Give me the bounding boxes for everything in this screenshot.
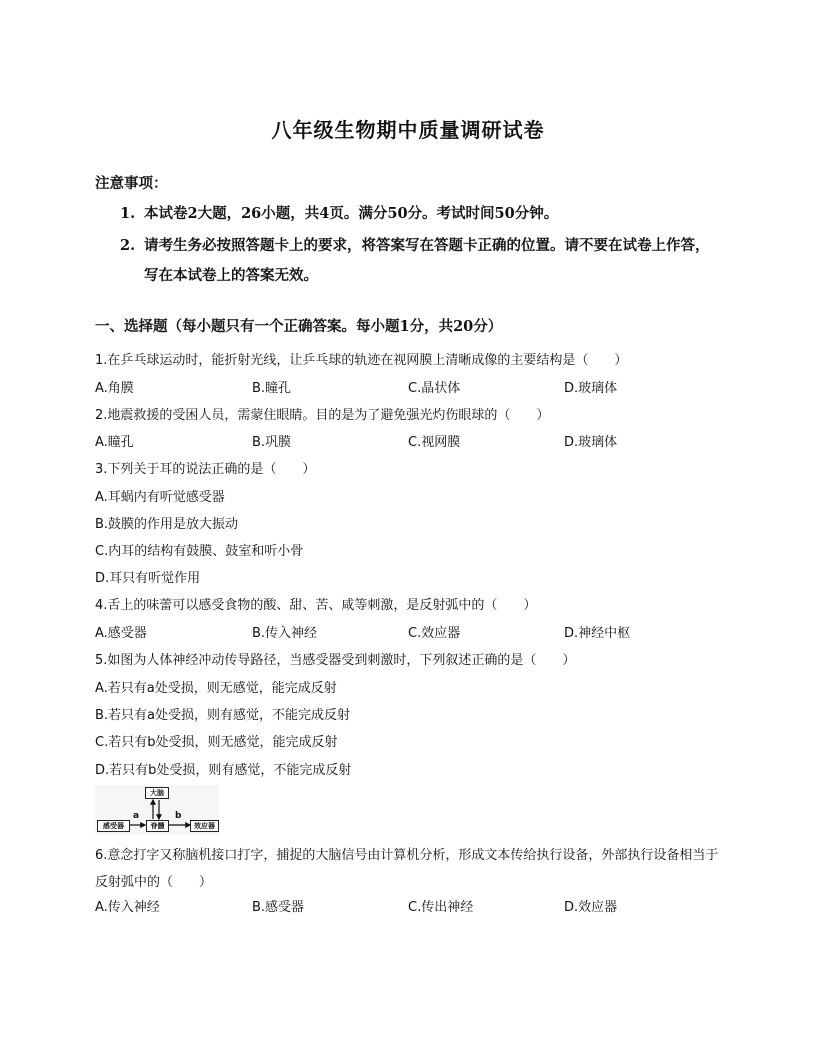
option-a: A.传入神经 [95,900,160,915]
option-c: C.若只有b处受损，则无感觉，能完成反射 [95,735,338,750]
option-c: C.晶状体 [408,381,461,396]
option-a: A.若只有a处受损，则无感觉，能完成反射 [95,681,337,696]
option-c: C.传出神经 [408,900,474,915]
question-stem: 6.意念打字又称脑机接口打字，捕捉的大脑信号由计算机分析，形成文本传给执行设备，外部执行设备相当于反射弧中的（ ） [95,848,719,890]
notice-item [120,199,720,229]
option-b: B.传入神经 [252,626,318,641]
option-a: A.耳蜗内有听觉感受器 [95,490,225,505]
question-stem: 2.地震救援的受困人员，需蒙住眼睛。目的是为了避免强光灼伤眼球的（ ） [95,408,550,423]
notice-item-number: 1. [120,205,136,222]
option-c: C.内耳的结构有鼓膜、鼓室和听小骨 [95,544,304,559]
question-stem: 4.舌上的味蕾可以感受食物的酸、甜、苦、咸等刺激，是反射弧中的（ ） [95,598,537,613]
brain-box: 大脑 [145,787,169,799]
label-b: b [175,811,182,821]
notice-item-text: 请考生务必按照答题卡上的要求，将答案写在答题卡正确的位置。请不要在试卷上作答，写在本试卷上的答案无效。 [144,237,710,284]
notice-item-text: 本试卷2大题，26小题，共4页。满分50分。考试时间50分钟。 [144,205,559,222]
option-d: D.神经中枢 [564,626,631,641]
option-b: B.鼓膜的作用是放大振动 [95,517,239,532]
question-stem: 5.如图为人体神经冲动传导路径，当感受器受到刺激时，下列叙述正确的是（ ） [95,653,576,668]
page-title: 八年级生物期中质量调研试卷 [271,118,545,142]
option-c: C.视网膜 [408,435,461,450]
option-d: D.效应器 [564,900,618,915]
label-a: a [133,811,140,821]
option-d: D.玻璃体 [564,435,618,450]
spinal-cord-box: 脊髓 [146,820,169,832]
option-b: B.若只有a处受损，则有感觉，不能完成反射 [95,708,351,723]
neural-pathway-diagram [95,785,219,835]
option-a: A.感受器 [95,626,147,641]
section-heading: 一、选择题（每小题只有一个正确答案。每小题1分，共20分） [95,318,503,335]
effector-box: 效应器 [190,820,219,832]
notice-heading: 注意事项： [95,175,168,192]
option-c: C.效应器 [408,626,461,641]
question-stem: 3.下列关于耳的说法正确的是（ ） [95,462,316,477]
option-b: B.感受器 [252,900,305,915]
option-b: B.巩膜 [252,435,292,450]
notice-item-number: 2. [120,237,136,254]
option-d: D.玻璃体 [564,381,618,396]
question-stem: 1.在乒乓球运动时，能折射光线，让乒乓球的轨迹在视网膜上清晰成像的主要结构是（ ） [95,353,628,368]
option-a: A.瞳孔 [95,435,134,450]
notice-item [120,231,720,291]
option-b: B.瞳孔 [252,381,292,396]
receptor-box: 感受器 [97,820,130,832]
option-d: D.若只有b处受损，则有感觉，不能完成反射 [95,763,352,778]
option-a: A.角膜 [95,381,134,396]
option-d: D.耳只有听觉作用 [95,571,201,586]
